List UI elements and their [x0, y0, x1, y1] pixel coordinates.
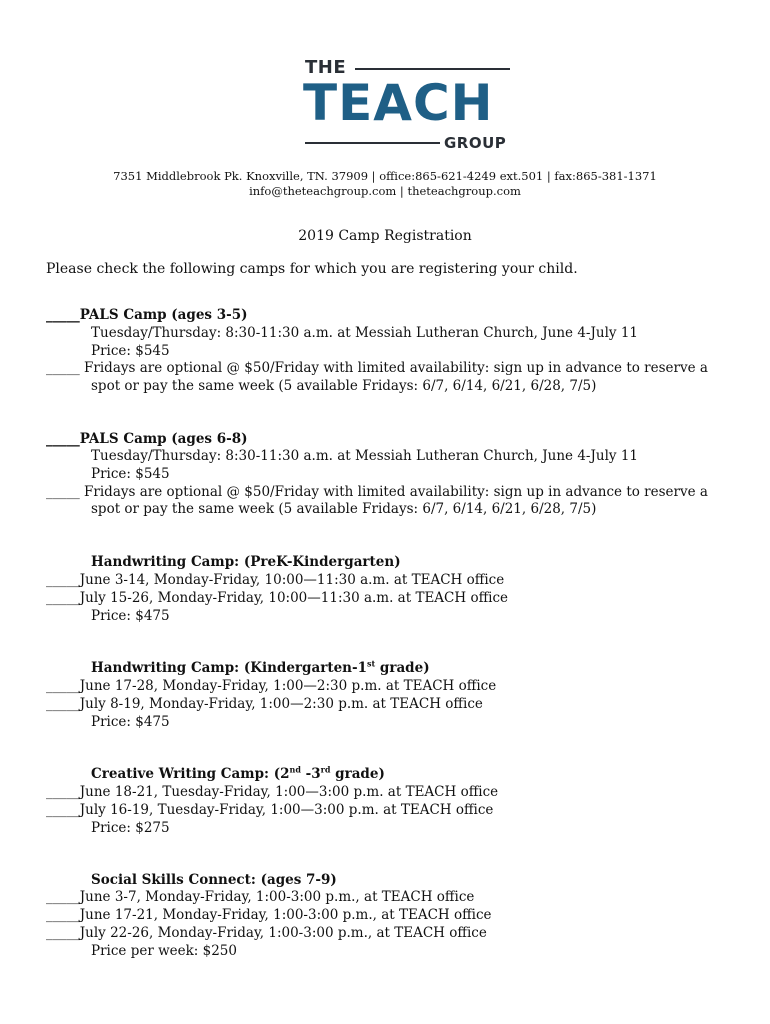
teach-group-logo [300, 55, 515, 155]
social-skills-session-3: _____July 22-26, Monday-Friday, 1:00-3:00 p.m., at TEACH office [46, 925, 487, 941]
creative-writing-session-2: _____July 16-19, Tuesday-Friday, 1:00—3:00 p.m. at TEACH office [46, 802, 494, 818]
handwriting-prek-session-1: _____June 3-14, Monday-Friday, 10:00—11:30 a.m. at TEACH office [46, 572, 505, 588]
heading-text: grade) [375, 660, 430, 676]
handwriting-prek-session-2: _____July 15-26, Monday-Friday, 10:00—11:30 a.m. at TEACH office [46, 590, 509, 606]
logo-bottom-rule [305, 142, 440, 144]
contact-line: info@theteachgroup.com | theteachgroup.com [249, 184, 521, 198]
instructions: Please check the following camps for which you are registering your child. [46, 261, 578, 277]
ordinal-suffix: st [366, 658, 376, 669]
pals-3-5-fridays-line-2: spot or pay the same week (5 available Fridays: 6/7, 6/14, 6/21, 6/28, 7/5) [91, 378, 597, 394]
handwriting-k1-session-1: _____June 17-28, Monday-Friday, 1:00—2:30 p.m. at TEACH office [46, 678, 497, 694]
creative-writing-session-1: _____June 18-21, Tuesday-Friday, 1:00—3:00 p.m. at TEACH office [46, 784, 499, 800]
pals-3-5-schedule: Tuesday/Thursday: 8:30-11:30 a.m. at Messiah Lutheran Church, June 4-July 11 [91, 325, 639, 341]
pals-6-8-fridays-line-2: spot or pay the same week (5 available Fridays: 6/7, 6/14, 6/21, 6/28, 7/5) [91, 501, 597, 517]
handwriting-k1-price: Price: $475 [91, 714, 170, 730]
handwriting-prek-price: Price: $475 [91, 608, 170, 624]
pals-3-5-heading: _____PALS Camp (ages 3-5) [46, 307, 248, 323]
creative-writing-price: Price: $275 [91, 820, 170, 836]
heading-text: Handwriting Camp: (Kindergarten-1 [91, 660, 367, 676]
heading-text: -3 [300, 766, 321, 782]
pals-6-8-fridays-line-1: _____ Fridays are optional @ $50/Friday with limited availability: sign up in advance to reserve a [46, 484, 708, 500]
creative-writing-heading [91, 766, 385, 783]
social-skills-session-1: _____June 3-7, Monday-Friday, 1:00-3:00 p.m., at TEACH office [46, 889, 475, 905]
ordinal-suffix: nd [289, 764, 301, 775]
social-skills-session-2: _____June 17-21, Monday-Friday, 1:00-3:00 p.m., at TEACH office [46, 907, 492, 923]
social-skills-price: Price per week: $250 [91, 943, 237, 959]
logo-top-rule [355, 68, 510, 70]
logo-teach-text: TEACH [303, 74, 494, 132]
ordinal-suffix: rd [320, 764, 331, 775]
heading-text: grade) [330, 766, 385, 782]
handwriting-k1-heading [91, 660, 430, 677]
pals-6-8-schedule: Tuesday/Thursday: 8:30-11:30 a.m. at Messiah Lutheran Church, June 4-July 11 [91, 448, 639, 464]
pals-3-5-price: Price: $545 [91, 343, 170, 359]
pals-3-5-fridays-line-1: _____ Fridays are optional @ $50/Friday with limited availability: sign up in advance to reserve a [46, 360, 708, 376]
page-title: 2019 Camp Registration [298, 228, 472, 244]
pals-6-8-price: Price: $545 [91, 466, 170, 482]
handwriting-prek-heading: Handwriting Camp: (PreK-Kindergarten) [91, 554, 401, 570]
logo-the-text: THE [305, 57, 347, 78]
pals-6-8-heading: _____PALS Camp (ages 6-8) [46, 431, 248, 447]
heading-text: Creative Writing Camp: (2 [91, 766, 290, 782]
address-line: 7351 Middlebrook Pk. Knoxville, TN. 37909 | office:865-621-4249 ext.501 | fax:865-381-1371 [113, 169, 657, 183]
handwriting-k1-session-2: _____July 8-19, Monday-Friday, 1:00—2:30 p.m. at TEACH office [46, 696, 483, 712]
logo-group-text: GROUP [444, 134, 507, 152]
social-skills-heading: Social Skills Connect: (ages 7-9) [91, 872, 337, 888]
